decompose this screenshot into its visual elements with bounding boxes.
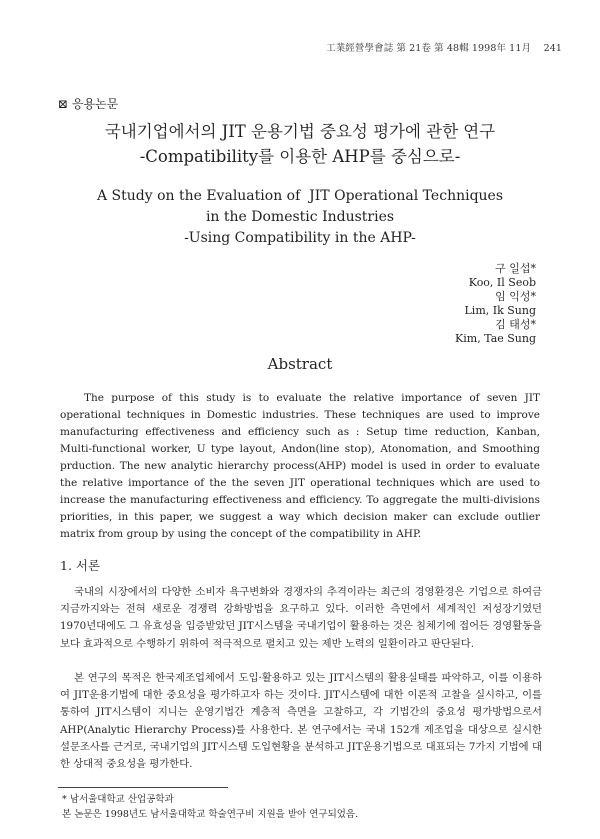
intro-paragraph-1: 국내의 시장에서의 다양한 소비자 욕구변화와 경쟁자의 추격이라는 최근의 경영환경은 기업으로 하여금 지금까지와는 전혀 새로운 경쟁력 강화방법을 요구하고 있다. 이러한 측면에서 세계적인 저성장기였던 1970년대에도 그 유효성을 입증받았던 JIT시스템을 국내기업이 활용하는 것은 침체기에 접어든 경영활동을 보다 효과적으로 수행하기 위하여 적극적으로 펼치고 있는 제반 노력의 일환이라고 판단된다. bbox=[60, 586, 542, 650]
footnote-divider bbox=[58, 787, 228, 788]
english-title bbox=[0, 186, 600, 249]
introduction-heading: 1. 서론 bbox=[60, 558, 101, 573]
korean-title-line1: 국내기업에서의 JIT 운용기법 중요성 평가에 관한 연구 bbox=[104, 122, 496, 141]
page-number: 241 bbox=[543, 43, 562, 54]
english-title-line3: -Using Compatibility in the AHP- bbox=[184, 230, 416, 246]
running-header bbox=[326, 40, 562, 54]
abstract-heading: Abstract bbox=[267, 355, 333, 373]
footnote-affiliation: * 남서울대학교 산업공학과 bbox=[62, 794, 174, 805]
korean-title bbox=[0, 119, 600, 169]
author-3-en: Kim, Tae Sung bbox=[455, 332, 536, 345]
english-title-line2: in the Domestic Industries bbox=[205, 209, 395, 225]
korean-title-line2: -Compatibility를 이용한 AHP를 중심으로- bbox=[139, 147, 461, 166]
journal-citation: 工業經營學會誌 第 21卷 第 48輯 1998年 11月 bbox=[326, 43, 532, 54]
author-list bbox=[455, 262, 536, 346]
english-title-line1: A Study on the Evaluation of JIT Operational Techniques bbox=[96, 188, 504, 204]
author-3-kr: 김 태성* bbox=[495, 318, 536, 331]
author-1-en: Koo, Il Seob bbox=[468, 276, 536, 289]
intro-paragraph-2: 본 연구의 목적은 한국제조업체에서 도입·활용하고 있는 JIT시스템의 활용실태를 파악하고, 이를 이용하여 JIT운용기법에 대한 중요성을 평가하고자 하는 것이다. JIT시스템에 대한 이론적 고찰을 실시하고, 이를 통하여 JIT시스템이 지니는 운영기법간 계층적 측면을 고찰하고, 각 기법간의 중요성 평가방법으로서 AHP(Analytic Hierarchy Process)를 사용한다. 본 연구에서는 국내 152개 제조업을 대상으로 실시한 설문조사를 근거로, 국내기업의 JIT시스템 도입현황을 분석하고 JIT운용기법으로 대표되는 7가지 기법에 대한 상대적 중요성을 평가한다. bbox=[60, 672, 542, 771]
author-1-kr: 구 일섭* bbox=[495, 262, 536, 275]
author-2-kr: 임 익성* bbox=[495, 290, 536, 303]
section-tag: ⊠ 응용논문 bbox=[58, 97, 119, 111]
footnote-funding: 본 논문은 1998년도 남서울대학교 학술연구비 지원을 받아 연구되었음. bbox=[62, 809, 359, 820]
author-2-en: Lim, Ik Sung bbox=[464, 304, 536, 317]
abstract-text: The purpose of this study is to evaluate the relative importance of seven JIT operational techniques in Domestic industries. These techniques are used to improve manufacturing effectiveness and efficiency such as : Setup time reduction, Kanban, Multi-functional worker, U type layout, Andon(line stop), Atonomation, and Smoothing prduction. The new analytic hierarchy process(AHP) model is used in order to evaluate the relative importance of the the seven JIT operational techniques which are used to increase the manufacturing effectiveness and efficiency. To aggregate the multi-divisions priorities, in this paper, we suggest a way which decision maker can exclude outlier matrix from group by using the concept of the compatibility in AHP. bbox=[60, 392, 540, 540]
